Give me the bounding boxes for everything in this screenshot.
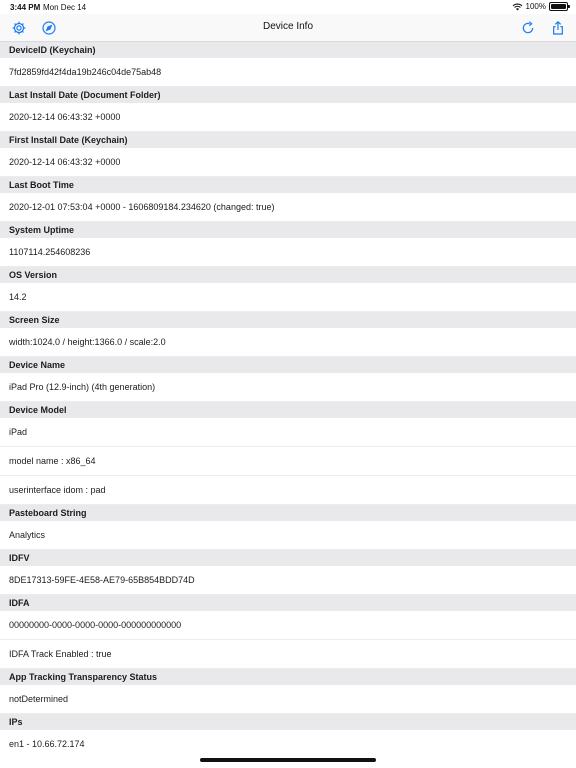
navigation-bar [0, 14, 576, 42]
section-header-device-model: Device Model [0, 402, 576, 418]
list-item[interactable]: 14.2 [0, 283, 576, 312]
share-icon[interactable] [549, 19, 567, 37]
list-item[interactable]: 8DE17313-59FE-4E58-AE79-65B854BDD74D [0, 566, 576, 595]
section-header-uptime: System Uptime [0, 222, 576, 238]
list-item[interactable]: notDetermined [0, 685, 576, 714]
status-right [512, 2, 568, 11]
list-item[interactable]: iPad Pro (12.9-inch) (4th generation) [0, 373, 576, 402]
list-item[interactable]: iPad [0, 418, 576, 447]
list-item[interactable]: Analytics [0, 521, 576, 550]
section-header-deviceid: DeviceID (Keychain) [0, 42, 576, 58]
list-item[interactable]: 1107114.254608236 [0, 238, 576, 267]
list-item[interactable]: userinterface idom : pad [0, 476, 576, 505]
section-header-idfv: IDFV [0, 550, 576, 566]
list-item[interactable]: 00000000-0000-0000-0000-000000000000 [0, 611, 576, 640]
device-info-list [0, 42, 576, 759]
section-header-idfa: IDFA [0, 595, 576, 611]
status-bar [0, 0, 576, 14]
refresh-icon[interactable] [519, 19, 537, 37]
section-header-first-install: First Install Date (Keychain) [0, 132, 576, 148]
list-item[interactable]: 2020-12-01 07:53:04 +0000 - 1606809184.234620 (changed: true) [0, 193, 576, 222]
section-header-device-name: Device Name [0, 357, 576, 373]
list-item[interactable]: 2020-12-14 06:43:32 +0000 [0, 148, 576, 177]
list-item[interactable]: 7fd2859fd42f4da19b246c04de75ab48 [0, 58, 576, 87]
list-item[interactable]: 2020-12-14 06:43:32 +0000 [0, 103, 576, 132]
list-item[interactable]: en1 - 10.66.72.174 [9, 739, 85, 749]
list-item[interactable]: model name : x86_64 [0, 447, 576, 476]
status-time: 3:44 PM [10, 3, 41, 12]
status-date: Mon Dec 14 [43, 3, 87, 12]
section-header-ips: IPs [0, 714, 576, 730]
battery-percent: 100% [525, 2, 546, 11]
section-header-att-status: App Tracking Transparency Status [0, 669, 576, 685]
section-header-screen-size: Screen Size [0, 312, 576, 328]
list-item[interactable]: IDFA Track Enabled : true [0, 640, 576, 669]
wifi-icon [512, 3, 523, 11]
section-header-last-boot: Last Boot Time [0, 177, 576, 193]
battery-icon [549, 2, 568, 11]
section-header-last-install: Last Install Date (Document Folder) [0, 87, 576, 103]
home-indicator[interactable] [200, 758, 376, 762]
section-header-pasteboard: Pasteboard String [0, 505, 576, 521]
list-item[interactable]: width:1024.0 / height:1366.0 / scale:2.0 [0, 328, 576, 357]
page-title: Device Info [262, 21, 314, 32]
section-header-os-version: OS Version [0, 267, 576, 283]
